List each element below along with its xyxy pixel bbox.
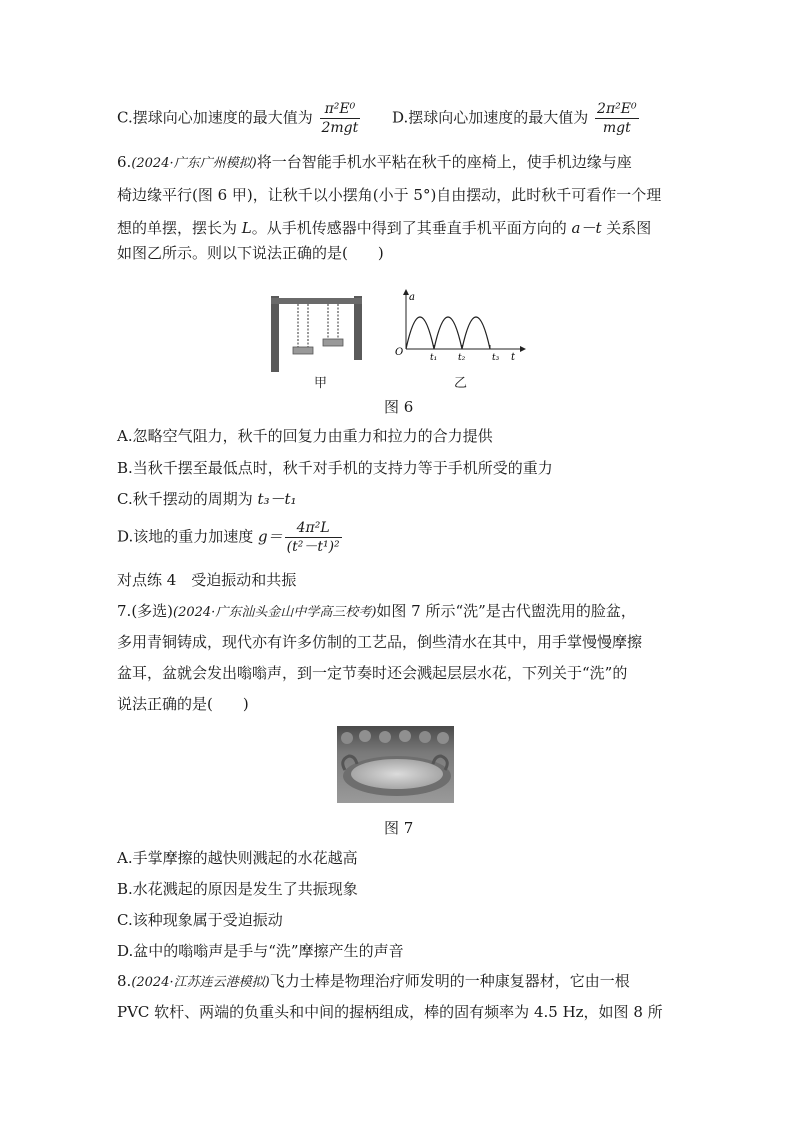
q8-source: (2024·江苏连云港模拟) bbox=[131, 975, 270, 990]
q5-option-d-numerator: 2π²E⁰ bbox=[597, 101, 637, 117]
swing-seat-left bbox=[293, 347, 313, 354]
graph-tick-t3: t₃ bbox=[492, 353, 500, 363]
q7-line-4: 说法正确的是( ) bbox=[117, 695, 249, 713]
q7-line-3: 盆耳，盆就会发出嗡嗡声，到一定节奏时还会溅起层层水花，下列关于“洗”的 bbox=[117, 664, 628, 682]
swing-seat-right bbox=[323, 339, 343, 346]
q5-option-c-fraction bbox=[320, 100, 361, 137]
q7-option-b: B.水花溅起的原因是发生了共振现象 bbox=[117, 880, 358, 898]
q6-option-c-text: C.秋千摆动的周期为 bbox=[117, 490, 258, 508]
q8-number: 8. bbox=[117, 972, 132, 990]
q6-line-4: 如图乙所示。则以下说法正确的是( ) bbox=[117, 244, 384, 262]
q6-option-a: A.忽略空气阻力，秋千的回复力由重力和拉力的合力提供 bbox=[117, 427, 493, 445]
graph-curve bbox=[406, 317, 490, 349]
graph-origin-label: O bbox=[395, 347, 404, 358]
swing-right-post bbox=[354, 296, 362, 360]
a-t-graph bbox=[392, 287, 527, 365]
q6-pendulum-length-var: L bbox=[241, 219, 252, 237]
q6-option-c bbox=[117, 489, 297, 509]
q6-line-1-text: 将一台智能手机水平粘在秋千的座椅上，使手机边缘与座 bbox=[256, 153, 632, 171]
q5-option-d-denominator: mgt bbox=[602, 120, 631, 136]
q8-line-1 bbox=[117, 971, 630, 993]
q5-option-d bbox=[392, 100, 641, 137]
q6-number: 6. bbox=[117, 153, 132, 171]
q7-option-c: C.该种现象属于受迫振动 bbox=[117, 911, 283, 929]
q7-line-1 bbox=[117, 601, 636, 623]
q6-line-3-b: 。从手机传感器中得到了其垂直手机平面方向的 bbox=[251, 219, 572, 237]
swing-top-bar bbox=[271, 298, 362, 304]
q6-line-3-c: 关系图 bbox=[601, 219, 652, 237]
q7-source: (2024·广东汕头金山中学高三校考) bbox=[173, 605, 377, 620]
q7-option-d: D.盆中的嗡嗡声是手与“洗”摩擦产生的声音 bbox=[117, 942, 404, 960]
q8-line-2: PVC 软杆、两端的负重头和中间的握柄组成，棒的固有频率为 4.5 Hz，如图 8 所 bbox=[117, 1003, 663, 1021]
q7-option-a: A.手掌摩擦的越快则溅起的水花越高 bbox=[117, 849, 358, 867]
q6-option-d-denominator: (t²－t¹)² bbox=[286, 539, 340, 555]
q5-option-c-denominator: 2mgt bbox=[321, 120, 359, 136]
q5-option-c-text: C.摆球向心加速度的最大值为 bbox=[117, 108, 313, 127]
q7-line-2: 多用青铜铸成，现代亦有许多仿制的工艺品，倒些清水在其中，用手掌慢慢摩擦 bbox=[117, 633, 643, 651]
q5-option-d-text: D.摆球向心加速度的最大值为 bbox=[392, 108, 589, 127]
q6-line-1 bbox=[117, 152, 632, 174]
q6-option-c-expr: t₃－t₁ bbox=[257, 490, 297, 508]
q7-multi-tag: (多选) bbox=[131, 602, 174, 620]
figure-6-label-left: 甲 bbox=[314, 376, 328, 391]
q7-line-1-text: 如图 7 所示“洗”是古代盥洗用的脸盆， bbox=[376, 602, 636, 620]
q6-source: (2024·广东广州模拟) bbox=[131, 156, 257, 171]
q5-option-d-fraction bbox=[595, 100, 639, 137]
q6-line-3 bbox=[117, 218, 651, 238]
graph-tick-t1: t₁ bbox=[430, 353, 438, 363]
basin-photo bbox=[337, 726, 454, 803]
basin-water bbox=[351, 759, 443, 789]
figure-6-label-right: 乙 bbox=[454, 376, 468, 391]
swing-illustration bbox=[268, 288, 368, 373]
q6-line-3-a: 想的单摆，摆长为 bbox=[117, 219, 242, 237]
q6-option-b: B.当秋千摆至最低点时，秋千对手机的支持力等于手机所受的重力 bbox=[117, 459, 553, 477]
graph-y-label: a bbox=[409, 292, 415, 303]
swing-left-post bbox=[271, 296, 279, 372]
figure-6-caption: 图 6 bbox=[384, 398, 414, 416]
q7-number: 7. bbox=[117, 602, 132, 620]
q6-option-d-text: D.该地的重力加速度 bbox=[117, 527, 259, 546]
q6-option-d bbox=[117, 519, 344, 556]
q5-option-c bbox=[117, 100, 362, 137]
graph-x-label: t bbox=[511, 352, 516, 363]
q8-line-1-text: 飞力士棒是物理治疗师发明的一种康复器材，它由一根 bbox=[269, 972, 630, 990]
figure-7-caption: 图 7 bbox=[384, 819, 414, 837]
q6-option-d-g: g＝ bbox=[258, 527, 283, 546]
q6-option-d-numerator: 4π²L bbox=[285, 519, 342, 538]
graph-tick-t2: t₂ bbox=[458, 353, 466, 363]
q6-line-2: 椅边缘平行(图 6 甲)，让秋千以小摆角(小于 5°)自由摆动，此时秋千可看作一个理 bbox=[117, 186, 662, 204]
q5-option-c-numerator: π²E⁰ bbox=[320, 100, 361, 119]
section-heading: 对点练 4 受迫振动和共振 bbox=[117, 571, 297, 589]
q6-a-t-var: a－t bbox=[571, 219, 602, 237]
q6-option-d-fraction bbox=[285, 519, 342, 556]
